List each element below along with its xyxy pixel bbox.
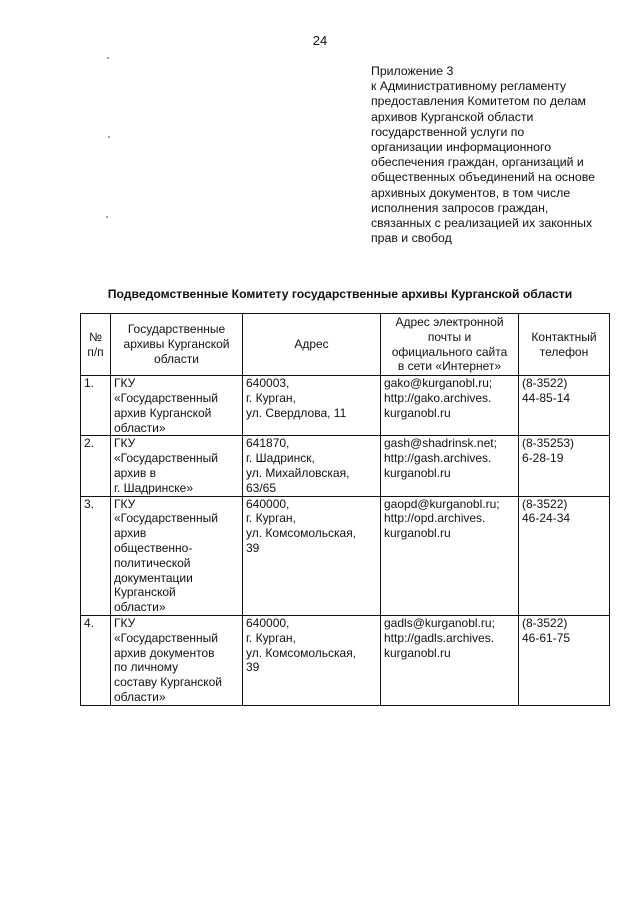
table-row: [81, 496, 610, 615]
cell-web: [381, 496, 519, 615]
cell-web: [381, 615, 519, 705]
table-header-row: [81, 314, 610, 376]
cell-address: [243, 496, 381, 615]
cell-line: http://gako.archives.: [384, 390, 492, 405]
cell-line: области»: [114, 600, 166, 615]
cell-line: http://gadls.archives.: [384, 630, 495, 645]
cell-line: (8-35253): [522, 436, 575, 451]
cell-line: составу Курганской: [114, 675, 222, 690]
header-line: архивы Курганской: [123, 337, 230, 352]
page-number: 24: [312, 33, 328, 48]
cell-line: http://gash.archives.: [384, 451, 492, 466]
cell-line: (8-3522): [522, 496, 568, 511]
cell-line: kurganobl.ru: [384, 405, 451, 420]
header-line: почты и: [427, 329, 472, 344]
cell-phone: [519, 376, 610, 436]
cell-line: по личному: [114, 660, 179, 675]
appendix-line: обеспечения граждан, организаций и: [371, 155, 584, 170]
appendix-line: предоставления Комитетом по делам: [371, 94, 587, 109]
cell-web: [381, 436, 519, 496]
appendix-line: организации информационного: [371, 140, 552, 155]
header-line: в сети «Интернет»: [397, 359, 502, 374]
cell-line: г. Курган,: [246, 511, 296, 526]
cell-line: общественно-: [114, 540, 193, 555]
cell-number: 2.: [81, 436, 111, 496]
cell-line: ул. Свердлова, 11: [246, 405, 347, 420]
cell-line: «Государственный: [114, 390, 218, 405]
cell-line: 640003,: [246, 376, 290, 391]
cell-line: kurganobl.ru: [384, 645, 451, 660]
cell-line: gash@shadrinsk.net;: [384, 436, 497, 451]
cell-line: 39: [246, 540, 260, 555]
scan-speck: [107, 57, 109, 59]
appendix-line: общественных объединений на основе: [371, 170, 595, 185]
header-line: области: [154, 351, 199, 366]
cell-line: 44-85-14: [522, 390, 571, 405]
cell-line: kurganobl.ru: [384, 526, 451, 541]
cell-line: (8-3522): [522, 615, 568, 630]
cell-line: Курганской: [114, 585, 176, 600]
cell-line: 39: [246, 660, 260, 675]
appendix-line: прав и свобод: [371, 231, 452, 246]
cell-web: [381, 376, 519, 436]
cell-line: архив документов: [114, 645, 215, 660]
cell-line: архив Курганской: [114, 405, 212, 420]
cell-line: kurganobl.ru: [384, 465, 451, 480]
appendix-line: связанных с реализацией их законных: [371, 216, 593, 231]
table-row: [81, 376, 610, 436]
cell-phone: [519, 496, 610, 615]
cell-line: «Государственный: [114, 511, 218, 526]
cell-line: политической: [114, 555, 191, 570]
header-line: телефон: [539, 344, 589, 359]
cell-line: ГКУ: [114, 436, 136, 451]
cell-line: архив в: [114, 465, 156, 480]
cell-line: «Государственный: [114, 451, 218, 466]
table-row: [81, 615, 610, 705]
cell-line: 6-28-19: [522, 451, 564, 466]
cell-line: ул. Комсомольская,: [246, 645, 357, 660]
header-phone: [519, 314, 610, 376]
cell-line: г. Курган,: [246, 630, 296, 645]
header-address: [243, 314, 381, 376]
cell-line: г. Курган,: [246, 390, 296, 405]
cell-archive-name: [111, 376, 243, 436]
cell-line: gaopd@kurganobl.ru;: [384, 496, 500, 511]
appendix-line: государственной услуги по: [371, 124, 525, 139]
appendix-line: архивов Курганской области: [371, 109, 534, 124]
appendix-line: архивных документов, в том числе: [371, 185, 571, 200]
appendix-line: к Административному регламенту: [371, 79, 567, 94]
cell-number: 4.: [81, 615, 111, 705]
appendix-heading: [371, 64, 626, 246]
cell-line: ул. Комсомольская,: [246, 526, 357, 541]
cell-line: http://opd.archives.: [384, 511, 486, 526]
header-line: №: [89, 329, 102, 344]
cell-archive-name: [111, 615, 243, 705]
cell-line: области»: [114, 420, 166, 435]
cell-line: 46-61-75: [522, 630, 571, 645]
cell-line: архив: [114, 526, 147, 541]
cell-archive-name: [111, 436, 243, 496]
appendix-line: исполнения запросов граждан,: [371, 200, 549, 215]
cell-archive-name: [111, 496, 243, 615]
cell-line: ул. Михайловская,: [246, 465, 350, 480]
cell-line: 46-24-34: [522, 511, 571, 526]
cell-line: документации: [114, 570, 193, 585]
cell-number: 1.: [81, 376, 111, 436]
cell-line: gako@kurganobl.ru;: [384, 376, 493, 391]
header-line: Государственные: [127, 322, 226, 337]
header-line: Адрес электронной: [395, 315, 504, 329]
cell-line: ГКУ: [114, 496, 136, 511]
header-line: официального сайта: [391, 344, 508, 359]
cell-phone: [519, 436, 610, 496]
scan-speck: [106, 216, 108, 218]
cell-line: 640000,: [246, 496, 290, 511]
cell-line: gadls@kurganobl.ru;: [384, 615, 495, 630]
cell-address: [243, 436, 381, 496]
cell-number: 3.: [81, 496, 111, 615]
cell-address: [243, 376, 381, 436]
cell-line: ГКУ: [114, 615, 136, 630]
cell-line: «Государственный: [114, 630, 218, 645]
header-archive-name: [111, 314, 243, 376]
header-web: [381, 314, 519, 376]
cell-line: 640000,: [246, 615, 290, 630]
header-line: п/п: [87, 344, 104, 359]
header-line: Адрес: [294, 337, 329, 352]
cell-address: [243, 615, 381, 705]
cell-line: 63/65: [246, 480, 277, 495]
cell-line: г. Шадринск,: [246, 451, 315, 466]
cell-phone: [519, 615, 610, 705]
scan-speck: [108, 136, 110, 138]
archives-table: [80, 313, 610, 706]
cell-line: г. Шадринске»: [114, 480, 193, 495]
table-row: [81, 436, 610, 496]
cell-line: (8-3522): [522, 376, 568, 391]
header-number: [81, 314, 111, 376]
header-line: Контактный: [531, 329, 597, 344]
cell-line: области»: [114, 689, 166, 704]
cell-line: 641870,: [246, 436, 290, 451]
appendix-line: Приложение 3: [371, 64, 454, 78]
cell-line: ГКУ: [114, 376, 136, 391]
section-title: Подведомственные Комитету государственные архивы Курганской области: [107, 287, 573, 301]
